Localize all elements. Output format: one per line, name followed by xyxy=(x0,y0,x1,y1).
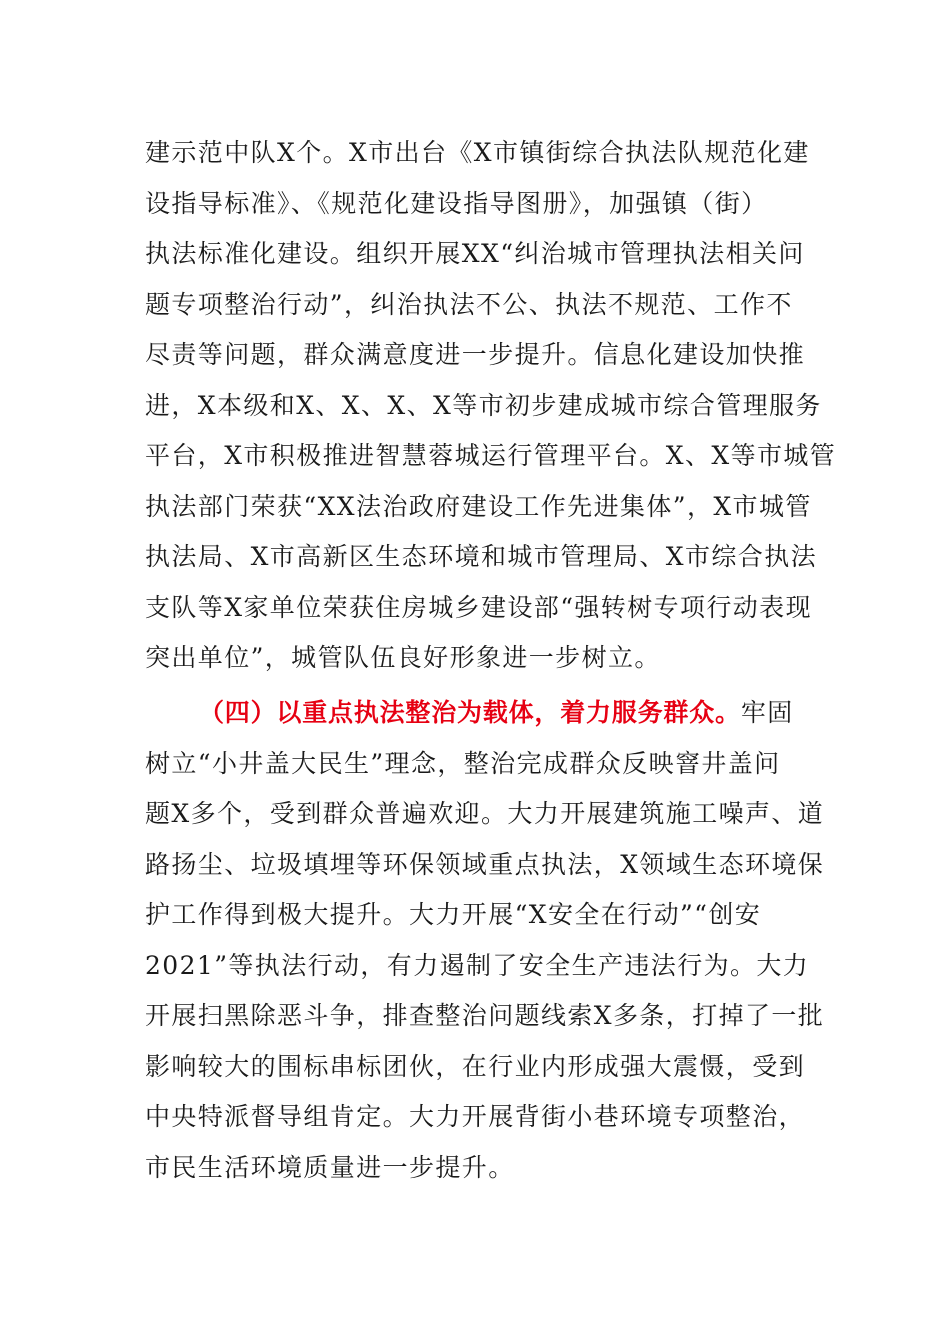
text-line: 开展扫黑除恶斗争，排查整治问题线索X多条，打掉了一批 xyxy=(145,1001,825,1030)
text-line: 护工作得到极大提升。大力开展“X安全在行动”“创安 xyxy=(145,900,762,929)
text-line: 题X多个，受到群众普遍欢迎。大力开展建筑施工噪声、道 xyxy=(145,799,825,828)
text-line: 执法部门荣获“XX法治政府建设工作先进集体”，X市城管 xyxy=(145,491,812,521)
text-line: 建示范中队X个。X市出台《X市镇街综合执法队规范化建 xyxy=(145,138,810,167)
text-line: 支队等X家单位荣获住房城乡建设部“强转树专项行动表现 xyxy=(145,592,812,622)
heading-trailing-text: 牢固 xyxy=(740,698,794,727)
text-line: 平台，X市积极推进智慧蓉城运行管理平台。X、X等市城管 xyxy=(145,441,837,470)
text-line: 2021”等执法行动，有力遏制了安全生产违法行为。大力 xyxy=(145,950,810,980)
text-line: 设指导标准》、《规范化建设指导图册》，加强镇（街） xyxy=(145,188,768,218)
text-line: 中央特派督导组肯定。大力开展背街小巷环境专项整治， xyxy=(145,1102,806,1131)
heading-line xyxy=(145,688,805,739)
text-line: 路扬尘、垃圾填埋等环保领域重点执法，X领域生态环境保 xyxy=(145,849,825,879)
text-line: 执法局、X市高新区生态环境和城市管理局、X市综合执法 xyxy=(145,542,817,571)
paragraph-serve-the-public xyxy=(145,688,825,1193)
paragraph-law-enforcement-standardization xyxy=(145,128,837,684)
text-line: 树立“小井盖大民生”理念，整治完成群众反映窨井盖问 xyxy=(145,748,781,778)
text-line: 执法标准化建设。组织开展XX“纠治城市管理执法相关问 xyxy=(145,239,805,268)
text-line: 影响较大的围标串标团伙，在行业内形成强大震慑，受到 xyxy=(145,1051,806,1081)
text-line: 突出单位”，城管队伍良好形象进一步树立。 xyxy=(145,643,661,672)
text-line: 进，X本级和X、X、X、X等市初步建成城市综合管理服务 xyxy=(145,390,822,420)
text-line: 尽责等问题，群众满意度进一步提升。信息化建设加快推 xyxy=(145,340,806,369)
text-line: 市民生活环境质量进一步提升。 xyxy=(145,1152,515,1182)
section-heading: （四）以重点执法整治为载体，着力服务群众。 xyxy=(199,698,741,727)
text-line: 题专项整治行动”，纠治执法不公、执法不规范、工作不 xyxy=(145,289,793,319)
